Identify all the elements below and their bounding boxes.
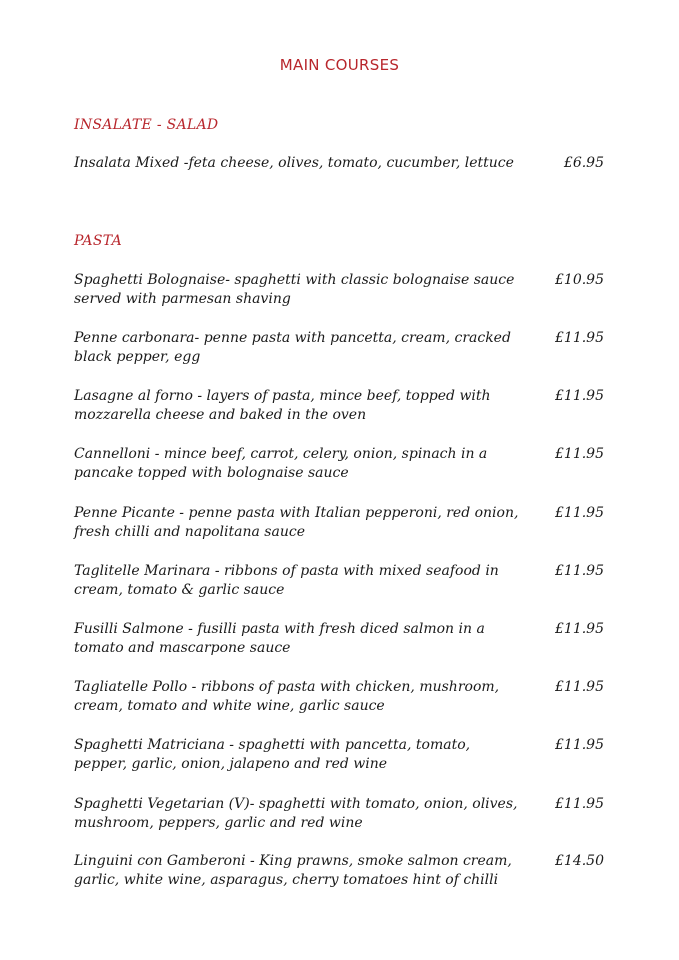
item-description: Linguini con Gamberoni - King prawns, smoke salmon cream, garlic, white wine, asparagus, cherry tomatoes hint of chilli — [74, 853, 512, 888]
section-heading-pasta: PASTA — [74, 233, 123, 249]
menu-item — [74, 678, 604, 716]
item-price: £10.95 — [555, 272, 604, 288]
item-description: Insalata Mixed -feta cheese, olives, tomato, cucumber, lettuce — [74, 155, 514, 171]
item-price: £11.95 — [555, 621, 604, 637]
menu-item — [74, 154, 604, 173]
page-title: MAIN COURSES — [279, 56, 400, 74]
item-description: Spaghetti Vegetarian (V)- spaghetti with tomato, onion, olives, mushroom, peppers, garlic and red wine — [74, 796, 518, 831]
item-price: £11.95 — [555, 737, 604, 753]
menu-item — [74, 795, 604, 833]
menu-item — [74, 504, 604, 542]
menu-item — [74, 445, 604, 483]
menu-item — [74, 562, 604, 600]
item-description: Spaghetti Bolognaise- spaghetti with classic bolognaise sauce served with parmesan shaving — [74, 272, 515, 307]
item-price: £11.95 — [555, 563, 604, 579]
menu-item — [74, 620, 604, 658]
item-price: £11.95 — [555, 388, 604, 404]
item-description: Tagliatelle Pollo - ribbons of pasta with chicken, mushroom, cream, tomato and white wine, garlic sauce — [74, 679, 500, 714]
item-price: £14.50 — [555, 853, 604, 869]
item-description: Penne Picante - penne pasta with Italian pepperoni, red onion, fresh chilli and napolitana sauce — [74, 505, 519, 540]
item-price: £11.95 — [555, 505, 604, 521]
item-price: £11.95 — [555, 796, 604, 812]
item-description: Fusilli Salmone - fusilli pasta with fresh diced salmon in a tomato and mascarpone sauce — [74, 621, 485, 656]
section-heading-salad: INSALATE - SALAD — [74, 117, 219, 133]
item-description: Taglitelle Marinara - ribbons of pasta with mixed seafood in cream, tomato & garlic sauce — [74, 563, 499, 598]
item-price: £11.95 — [555, 446, 604, 462]
menu-item — [74, 271, 604, 309]
item-price: £6.95 — [563, 155, 604, 171]
menu-item — [74, 736, 604, 774]
item-price: £11.95 — [555, 679, 604, 695]
item-description: Cannelloni - mince beef, carrot, celery, onion, spinach in a pancake topped with bolognaise sauce — [74, 446, 488, 481]
menu-item — [74, 387, 604, 425]
item-description: Spaghetti Matriciana - spaghetti with pancetta, tomato, pepper, garlic, onion, jalapeno and red wine — [74, 737, 471, 772]
menu-item — [74, 852, 604, 890]
menu-item — [74, 329, 604, 367]
item-description: Penne carbonara- penne pasta with pancetta, cream, cracked black pepper, egg — [74, 330, 511, 365]
item-price: £11.95 — [555, 330, 604, 346]
item-description: Lasagne al forno - layers of pasta, mince beef, topped with mozzarella cheese and baked in the oven — [74, 388, 491, 423]
